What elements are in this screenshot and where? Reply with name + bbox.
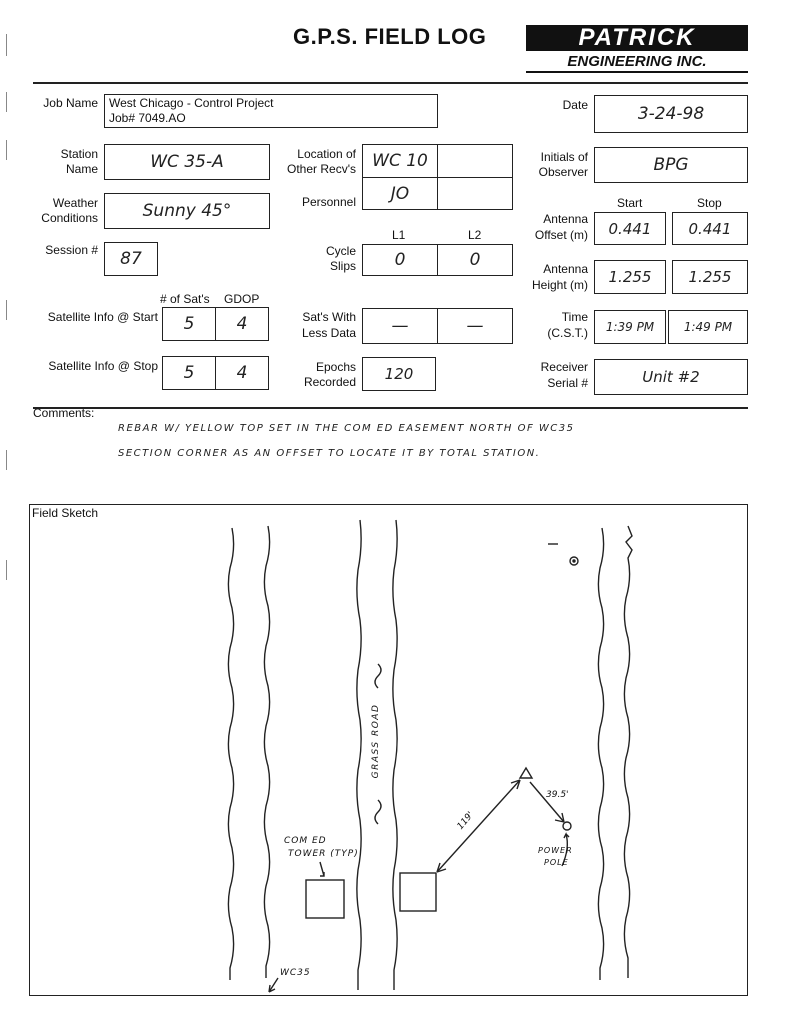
receiver-value: Unit #2 [642, 368, 700, 386]
comments-line-1: REBAR W/ YELLOW TOP SET IN THE COM ED EASEMENT NORTH OF WC35 [118, 423, 575, 434]
initials-label-2: Observer [538, 165, 588, 179]
tower-leader [320, 862, 324, 876]
pole-label-2: POLE [544, 858, 569, 867]
comments-label: Comments: [33, 406, 95, 420]
road-label: GRASS ROAD [371, 703, 381, 779]
time-label-1: Time [561, 310, 588, 324]
time-stop-value: 1:49 PM [683, 320, 733, 334]
tower-right [400, 873, 436, 911]
job-name-line1: West Chicago - Control Project [109, 96, 274, 110]
distance-label-long: 119' [455, 810, 476, 832]
weather-label-1: Weather [52, 196, 98, 210]
antenna-height-label-1: Antenna [543, 262, 588, 276]
comments-line-2: SECTION CORNER AS AN OFFSET TO LOCATE IT BY TOTAL STATION. [118, 448, 541, 459]
job-name-label: Job Name [43, 96, 98, 110]
l2-header: L2 [468, 228, 482, 242]
easement-line-left-outer [228, 528, 233, 980]
sats-count-header: # of Sat's [160, 292, 210, 306]
sat-start-label: Satellite Info @ Start [47, 310, 158, 324]
station-name-label-2: Name [65, 162, 98, 176]
sat-stop-gdop-value: 4 [236, 363, 248, 383]
road-squiggle [375, 800, 381, 824]
location-value-1: WC 10 [372, 151, 428, 171]
monument-dot [573, 560, 575, 562]
weather-value: Sunny 45° [142, 201, 232, 221]
antenna-offset-start-value: 0.441 [608, 219, 652, 238]
sat-stop-count-value: 5 [183, 363, 195, 383]
sats-less-label-2: Less Data [301, 326, 356, 340]
receiver-label-1: Receiver [540, 360, 588, 374]
initials-label-1: Initials of [540, 150, 588, 164]
power-pole [563, 822, 571, 830]
page-title: G.P.S. FIELD LOG [293, 24, 487, 49]
date-label: Date [562, 98, 588, 112]
tower-label-1: COM ED [284, 836, 327, 846]
time-label-2: (C.S.T.) [547, 326, 588, 340]
start-header: Start [617, 196, 643, 210]
corner-arrow [269, 978, 278, 992]
location-label-2: Other Recv's [287, 162, 356, 176]
initials-value: BPG [653, 155, 689, 175]
station-name-label-1: Station [60, 147, 98, 161]
sats-less-l1-value: — [391, 316, 409, 336]
road-line-right [393, 520, 397, 990]
antenna-offset-label-1: Antenna [543, 212, 588, 226]
cycle-slips-label-1: Cycle [325, 244, 356, 258]
station-name-value: WC 35-A [150, 152, 224, 172]
antenna-height-stop-value: 1.255 [688, 268, 732, 286]
personnel-label: Personnel [301, 195, 356, 209]
stop-header: Stop [697, 196, 722, 210]
location-label-1: Location of [297, 147, 356, 161]
sat-start-count-value: 5 [183, 314, 195, 334]
session-label: Session # [45, 243, 98, 257]
road-line-left [357, 520, 361, 990]
distance-line-short [530, 782, 564, 822]
cycle-slips-label-2: Slips [329, 259, 356, 273]
corner-label: WC35 [280, 968, 311, 978]
logo-top-text: PATRICK [526, 25, 748, 51]
tower-label-2: TOWER (TYP) [288, 849, 359, 859]
distance-label-short: 39.5' [546, 790, 569, 800]
road-squiggle [375, 664, 381, 688]
l1-header: L1 [392, 228, 406, 242]
date-value: 3-24-98 [637, 104, 705, 124]
job-name-line2: Job# 7049.AO [109, 111, 186, 125]
time-start-value: 1:39 PM [605, 320, 655, 334]
rebar-triangle [520, 768, 532, 778]
personnel-value-1: JO [390, 183, 410, 204]
logo-bottom-text: ENGINEERING INC. [526, 53, 748, 73]
antenna-height-start-value: 1.255 [608, 268, 652, 286]
sats-less-l2-value: — [466, 316, 484, 336]
easement-line-right-outer [624, 526, 632, 978]
distance-line-long [437, 780, 520, 872]
cycle-slips-l2-value: 0 [469, 250, 481, 270]
epochs-label-2: Recorded [303, 375, 356, 389]
antenna-height-label-2: Height (m) [531, 278, 588, 292]
gdop-header: GDOP [224, 292, 260, 306]
epochs-label-1: Epochs [315, 360, 356, 374]
sat-start-gdop-value: 4 [236, 314, 248, 334]
easement-line-right-inner [598, 528, 603, 980]
cycle-slips-l1-value: 0 [394, 250, 406, 270]
easement-line-left-inner [264, 526, 269, 978]
receiver-label-2: Serial # [547, 376, 588, 390]
sats-less-label-1: Sat's With [302, 310, 356, 324]
pole-label-1: POWER [538, 846, 573, 855]
field-sketch-label: Field Sketch [32, 506, 99, 520]
tower-left [306, 880, 344, 918]
session-value: 87 [120, 249, 142, 269]
antenna-offset-label-2: Offset (m) [534, 228, 588, 242]
weather-label-2: Conditions [41, 211, 98, 225]
antenna-offset-stop-value: 0.441 [688, 219, 732, 238]
epochs-value: 120 [384, 365, 414, 383]
sat-stop-label: Satellite Info @ Stop [48, 359, 158, 373]
